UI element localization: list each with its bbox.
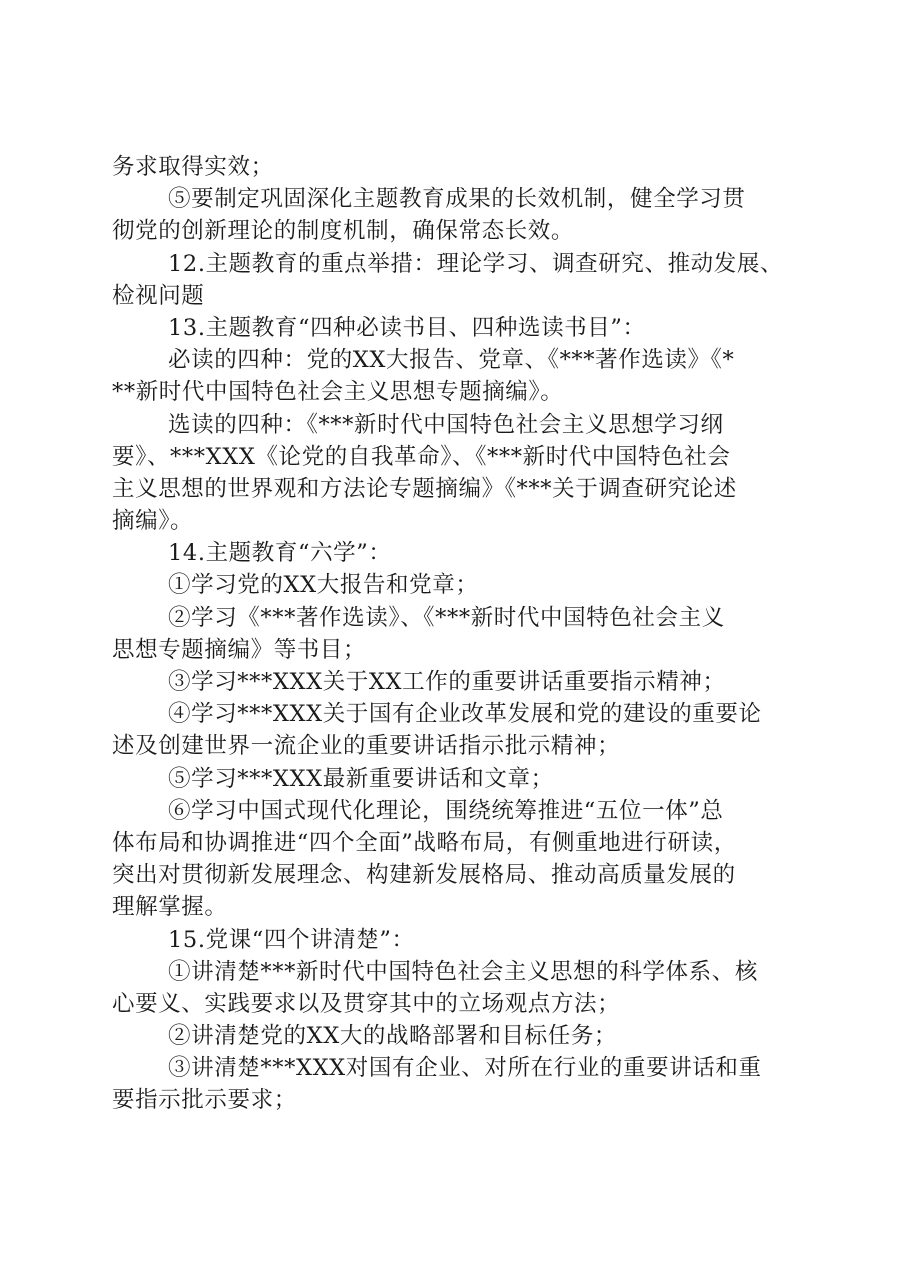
text-line: 13.主题教育“四种必读书目、四种选读书目”：	[168, 314, 646, 341]
text-line: 必读的四种：党的XX大报告、党章、《***著作选读》《*	[168, 347, 735, 374]
text-line: 述及创建世界一流企业的重要讲话指示批示精神；	[112, 733, 621, 760]
document-body	[112, 151, 802, 1117]
text-line: ①学习党的XX大报告和党章；	[168, 572, 479, 599]
text-line: ⑤学习***XXX最新重要讲话和文章；	[168, 765, 554, 792]
text-line: 理解掌握。	[112, 894, 228, 921]
text-line: ②学习《***著作选读》、《***新时代中国特色社会主义	[168, 604, 725, 631]
text-line: ③讲清楚***XXX对国有企业、对所在行业的重要讲话和重	[168, 1055, 762, 1082]
text-line: 选读的四种：《***新时代中国特色社会主义思想学习纲	[168, 411, 724, 438]
text-line: 检视问题	[112, 282, 205, 309]
text-line: ②讲清楚党的XX大的战略部署和目标任务；	[168, 1023, 618, 1050]
text-line: 心要义、实践要求以及贯穿其中的立场观点方法；	[112, 990, 621, 1017]
text-line: 要》、***XXX《论党的自我革命》、《***新时代中国特色社会	[112, 443, 731, 470]
text-line: 突出对贯彻新发展理念、构建新发展格局、推动高质量发展的	[112, 862, 736, 889]
text-line: 15.党课“四个讲清楚”：	[168, 926, 415, 953]
text-line: 思想专题摘编》等书目；	[112, 636, 367, 663]
text-line: ③学习***XXX关于XX工作的重要讲话重要指示精神；	[168, 669, 726, 695]
text-line: 14.主题教育“六学”：	[168, 540, 392, 567]
text-line: 务求取得实效；	[112, 154, 274, 180]
text-line: **新时代中国特色社会主义思想专题摘编》。	[112, 379, 564, 406]
text-line: 体布局和协调推进“四个全面”战略布局，有侧重地进行研读，	[112, 829, 737, 856]
text-line: 要指示批示要求；	[112, 1087, 297, 1114]
text-line: ①讲清楚***新时代中国特色社会主义思想的科学体系、核	[168, 958, 758, 985]
text-line: ⑤要制定巩固深化主题教育成果的长效机制，健全学习贯	[168, 186, 746, 213]
text-line: 12.主题教育的重点举措：理论学习、调查研究、推动发展、	[168, 250, 784, 277]
text-line: ④学习***XXX关于国有企业改革发展和党的建设的重要论	[168, 701, 762, 728]
text-line: 主义思想的世界观和方法论专题摘编》《***关于调查研究论述	[112, 475, 737, 502]
text-line: 彻党的创新理论的制度机制，确保常态长效。	[112, 218, 575, 245]
text-line: ⑥学习中国式现代化理论，围绕统筹推进“五位一体”总	[168, 797, 724, 824]
text-line: 摘编》。	[112, 508, 194, 535]
